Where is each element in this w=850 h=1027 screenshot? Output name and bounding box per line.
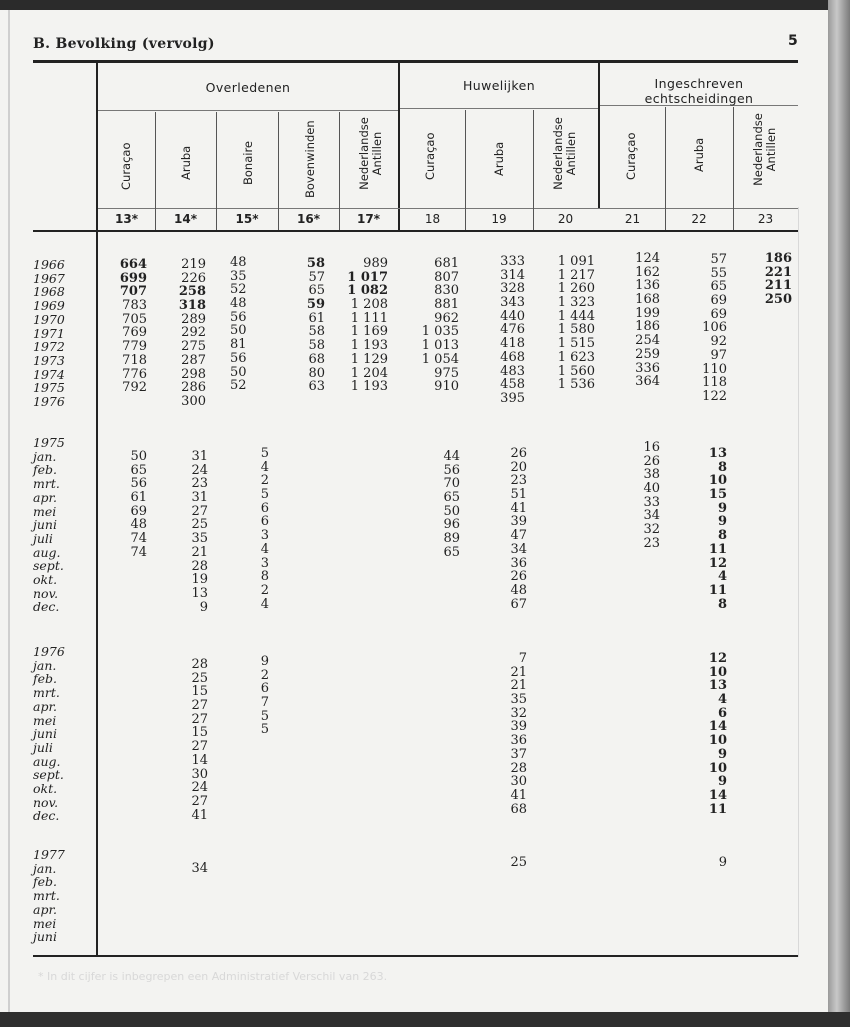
col-number: 22 bbox=[691, 212, 707, 226]
years-col-21: 124 162 136 168 199 186 254 259 336 364 bbox=[635, 251, 660, 390]
m1976-col-19: 7 21 21 35 32 39 36 37 28 30 41 68 bbox=[510, 651, 527, 817]
col-header-aruba-14: Aruba bbox=[179, 145, 193, 180]
m1977-col-19: 25 bbox=[510, 855, 527, 870]
colno-rule bbox=[98, 208, 798, 209]
page-edge bbox=[828, 0, 850, 1027]
years-col-16: 58 57 65 59 61 58 58 68 80 63 bbox=[306, 256, 325, 395]
row-labels-1977: 1977 jan. feb. mrt. apr. mei juni bbox=[33, 847, 65, 945]
m1976-col-14: 28 25 15 27 27 15 27 14 30 24 27 41 bbox=[191, 657, 208, 823]
m1975-col-15: 5 4 2 5 6 6 3 4 3 8 2 4 bbox=[260, 446, 269, 612]
col-number: 15* bbox=[235, 212, 259, 226]
col-header-aruba-22: Aruba bbox=[692, 137, 706, 172]
row-labels-1976: 1976 jan. feb. mrt. apr. mei juni juli aug. sept. okt. nov. dec. bbox=[33, 644, 65, 824]
m1977-col-22: 9 bbox=[718, 855, 727, 870]
years-col-19: 333 314 328 343 440 476 418 468 483 458 395 bbox=[500, 254, 525, 406]
group-underline-2 bbox=[400, 108, 598, 109]
scan-bottom-border bbox=[0, 1012, 850, 1027]
col-header-bonaire-15: Bonaire bbox=[241, 140, 255, 185]
years-col-17: 989 1 017 1 082 1 208 1 111 1 169 1 193 1 129 1 204 1 193 bbox=[347, 256, 388, 395]
years-col-22: 57 55 65 69 69 106 92 97 110 118 122 bbox=[702, 252, 727, 404]
col-header-nederlandse-antillen-17: Nederlandse Antillen bbox=[357, 117, 384, 190]
col-number: 16* bbox=[297, 212, 320, 226]
group-header-overledenen: Overledenen bbox=[205, 80, 291, 95]
m1975-col-18: 44 56 70 65 50 96 89 65 bbox=[443, 449, 460, 560]
right-border bbox=[798, 207, 799, 957]
years-col-15: 48 35 52 48 56 50 81 56 50 52 bbox=[230, 255, 247, 394]
col-number: 19 bbox=[491, 212, 507, 226]
col-number: 18 bbox=[424, 212, 441, 226]
binding-edge bbox=[8, 10, 10, 1015]
years-col-13: 664 699 707 783 705 769 779 718 776 792 bbox=[119, 257, 147, 396]
col-header-curacao-18: Curaçao bbox=[423, 132, 437, 180]
col-header-bovenwinden-16: Bovenwinden bbox=[303, 120, 317, 198]
m1977-col-14: 34 bbox=[191, 861, 208, 876]
section-title: B. Bevolking (vervolg) bbox=[33, 36, 215, 52]
group-header-echtscheidingen: Ingeschreven echtscheidingen bbox=[644, 76, 754, 106]
years-col-18: 681 807 830 881 962 1 035 1 013 1 054 975 910 bbox=[421, 256, 459, 395]
col-number: 20 bbox=[557, 212, 574, 226]
col-number: 21 bbox=[624, 212, 641, 226]
col-header-curacao-21: Curaçao bbox=[624, 132, 638, 180]
row-labels-years: 1966 1967 1968 1969 1970 1971 1972 1973 1974 1975 1976 bbox=[33, 257, 65, 410]
m1975-col-22: 13 8 10 15 9 9 8 11 12 4 11 8 bbox=[708, 446, 727, 612]
years-col-20: 1 091 1 217 1 260 1 323 1 444 1 580 1 515 1 623 1 560 1 536 bbox=[557, 254, 595, 393]
footnote-bleedthrough: * In dit cijfer is inbegrepen een Administratief Verschil van 263. bbox=[38, 970, 388, 983]
m1976-col-15: 9 2 6 7 5 5 bbox=[260, 654, 269, 738]
group-header-huwelijken: Huwelijken bbox=[462, 78, 536, 93]
col-header-aruba-19: Aruba bbox=[492, 141, 506, 176]
page-number: 5 bbox=[788, 33, 798, 49]
col-number: 13* bbox=[115, 212, 138, 226]
col-header-nederlandse-antillen-23: Nederlandse Antillen bbox=[751, 113, 778, 186]
years-col-23: 186 221 211 250 bbox=[764, 251, 792, 308]
m1975-col-21: 16 26 38 40 33 34 32 23 bbox=[643, 440, 660, 551]
col-number: 17* bbox=[357, 212, 380, 226]
m1975-col-13: 50 65 56 61 69 48 74 74 bbox=[130, 449, 147, 560]
m1976-col-22: 12 10 13 4 6 14 10 9 10 9 14 11 bbox=[708, 651, 727, 817]
group-underline-1 bbox=[98, 110, 398, 111]
table-top-rule bbox=[33, 60, 798, 63]
m1975-col-14: 31 24 23 31 27 25 35 21 28 19 13 9 bbox=[191, 449, 208, 615]
col-header-nederlandse-antillen-20: Nederlandse Antillen bbox=[551, 117, 578, 190]
header-bottom-rule bbox=[33, 230, 798, 232]
table-bottom-rule bbox=[33, 955, 798, 957]
years-col-14: 219 226 258 318 289 292 275 287 298 286 300 bbox=[178, 257, 206, 409]
stub-divider bbox=[96, 63, 98, 955]
col-number: 23 bbox=[757, 212, 774, 226]
col-header-curacao-13: Curaçao bbox=[119, 142, 133, 190]
col-number: 14* bbox=[174, 212, 197, 226]
m1975-col-19: 26 20 23 51 41 39 47 34 36 26 48 67 bbox=[510, 446, 527, 612]
row-labels-1975: 1975 jan. feb. mrt. apr. mei juni juli aug. sept. okt. nov. dec. bbox=[33, 435, 65, 615]
